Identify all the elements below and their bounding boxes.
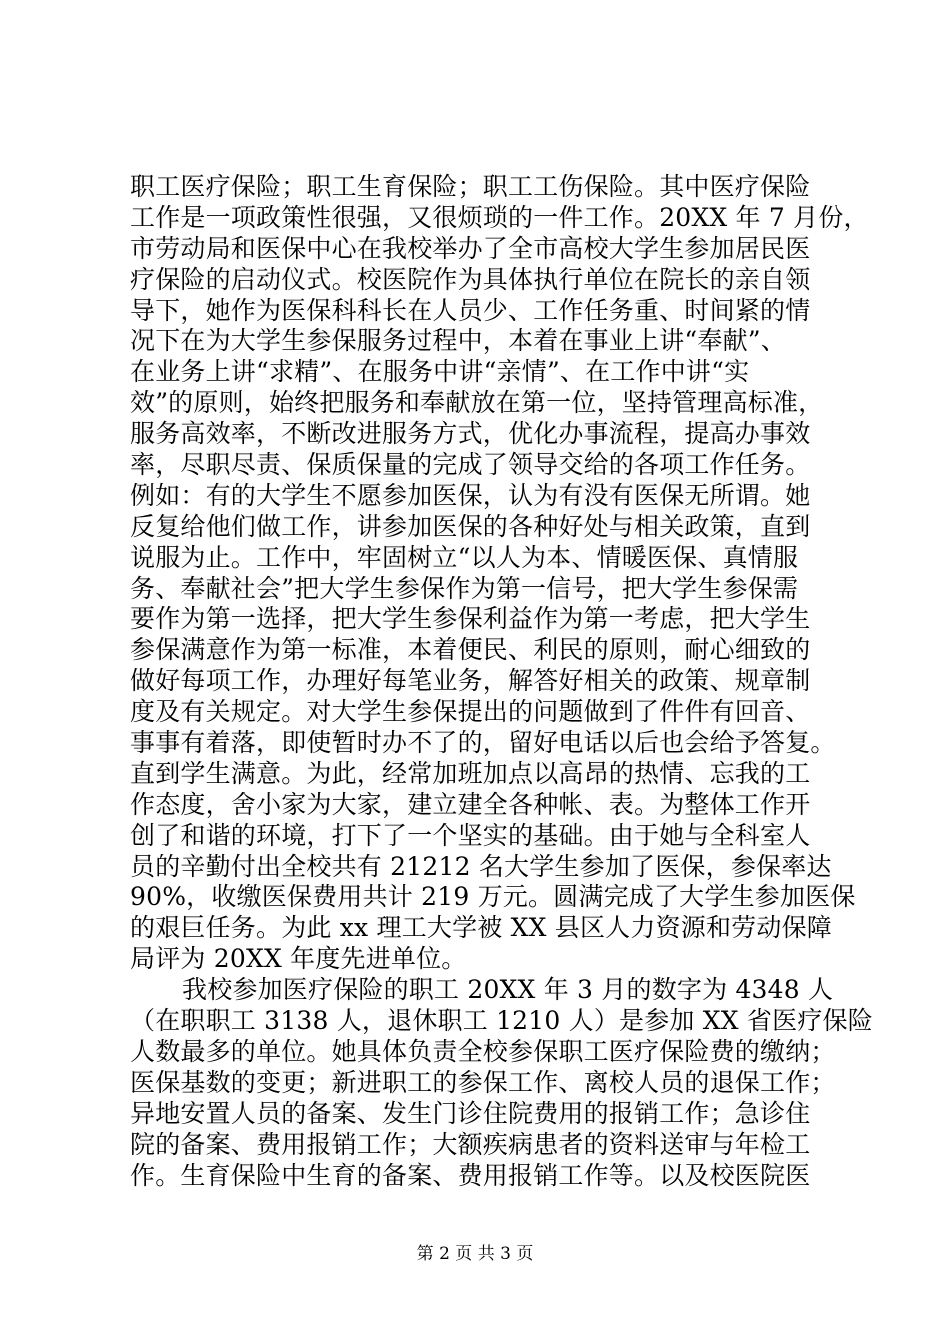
text-line: 90%，收缴医保费用共计 219 万元。圆满完成了大学生参加医保 [130, 882, 856, 912]
text-line: 职工医疗保险；职工生育保险；职工工伤保险。其中医疗保险 [130, 172, 811, 201]
text-line: 说服为止。工作中，牢固树立“以人为本、情暖医保、真情服 [130, 542, 799, 572]
text-line: 院的备案、费用报销工作；大额疾病患者的资料送审与年检工 [130, 1129, 811, 1159]
text-line: 服务高效率，不断改进服务方式，优化办事流程，提高办事效 [130, 419, 811, 449]
text-line: 员的辛勤付出全校共有 21212 名大学生参加了医保，参保率达 [130, 851, 832, 881]
text-line: 率，尽职尽责、保质保量的完成了领导交给的各项工作任务。 [130, 450, 811, 480]
text-line: 工作是一项政策性很强，又很烦琐的一件工作。20XX 年 7 月份， [130, 202, 869, 232]
text-line: 况下在为大学生参保服务过程中，本着在事业上讲“奉献”、 [130, 326, 786, 356]
text-line: 医保基数的变更；新进职工的参保工作、离校人员的退保工作； [130, 1067, 836, 1097]
text-line: （在职职工 3138 人，退休职工 1210 人）是参加 XX 省医疗保险 [130, 1006, 873, 1036]
text-line: 的艰巨任务。为此 xx 理工大学被 XX 县区人力资源和劳动保障 [130, 913, 832, 943]
text-line: 作态度，舍小家为大家，建立建全各种帐、表。为整体工作开 [130, 789, 811, 819]
text-line: 异地安置人员的备案、发生门诊住院费用的报销工作；急诊住 [130, 1098, 811, 1128]
paragraph-1 [130, 172, 869, 975]
text-line: 效”的原则，始终把服务和奉献放在第一位，坚持管理高标准， [130, 388, 824, 418]
text-line: 度及有关规定。对大学生参保提出的问题做到了件件有回音、 [130, 697, 811, 727]
text-line: 做好每项工作，办理好每笔业务，解答好相关的政策、规章制 [130, 666, 811, 696]
text-line: 我校参加医疗保险的职工 20XX 年 3 月的数字为 4348 人 [182, 975, 834, 1005]
text-line: 在业务上讲“求精”、在服务中讲“亲情”、在工作中讲“实 [130, 357, 750, 387]
text-line: 参保满意作为第一标准，本着便民、利民的原则，耐心细致的 [130, 635, 811, 665]
text-line: 作。生育保险中生育的备案、费用报销工作等。以及校医院医 [130, 1160, 811, 1190]
text-line: 例如：有的大学生不愿参加医保，认为有没有医保无所谓。她 [130, 480, 811, 510]
text-line: 疗保险的启动仪式。校医院作为具体执行单位在院长的亲自领 [130, 264, 811, 294]
text-line: 导下，她作为医保科科长在人员少、工作任务重、时间紧的情 [130, 295, 811, 325]
text-line: 直到学生满意。为此，经常加班加点以高昂的热情、忘我的工 [130, 758, 811, 788]
text-line: 要作为第一选择，把大学生参保利益作为第一考虑，把大学生 [130, 604, 811, 634]
paragraph-2 [130, 975, 873, 1191]
text-line: 创了和谐的环境，打下了一个坚实的基础。由于她与全科室人 [130, 820, 811, 850]
document-body [130, 172, 873, 1191]
text-line: 市劳动局和医保中心在我校举办了全市高校大学生参加居民医 [130, 233, 811, 263]
page-number-footer: 第 2 页 共 3 页 [416, 1244, 534, 1264]
text-line: 务、奉献社会”把大学生参保作为第一信号，把大学生参保需 [130, 573, 799, 603]
text-line: 局评为 20XX 年度先进单位。 [130, 944, 467, 974]
text-line: 反复给他们做工作，讲参加医保的各种好处与相关政策，直到 [130, 511, 811, 541]
text-line: 事事有着落，即使暂时办不了的，留好电话以后也会给予答复。 [130, 728, 836, 758]
text-line: 人数最多的单位。她具体负责全校参保职工医疗保险费的缴纳； [130, 1036, 836, 1066]
